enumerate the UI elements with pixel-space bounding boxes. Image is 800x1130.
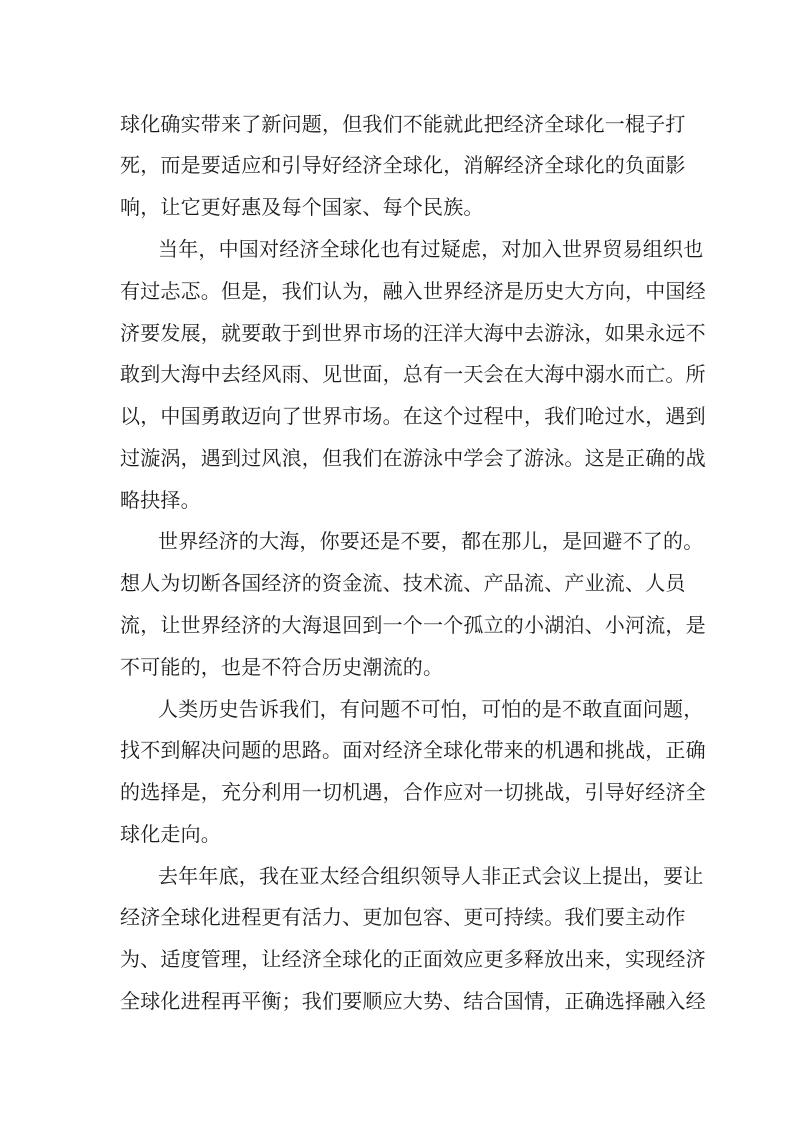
text-line: 球化确实带来了新问题，但我们不能就此把经济全球化一棍子打: [120, 112, 686, 136]
text-line: 略抉择。: [120, 488, 201, 512]
paragraph-first-line: 人类历史告诉我们，有问题不可怕，可怕的是不敢直面问题，: [158, 697, 704, 721]
text-line: 的选择是，充分利用一切机遇，合作应对一切挑战，引导好经济全: [120, 780, 706, 804]
text-line: 济要发展，就要敢于到世界市场的汪洋大海中去游泳，如果永远不: [120, 321, 706, 345]
paragraph-first-line: 当年，中国对经济全球化也有过疑虑，对加入世界贸易组织也: [158, 237, 704, 261]
text-line: 过漩涡，遇到过风浪，但我们在游泳中学会了游泳。这是正确的战: [120, 446, 706, 470]
text-line: 死，而是要适应和引导好经济全球化，消解经济全球化的负面影: [120, 153, 686, 177]
text-line: 有过忐忑。但是，我们认为，融入世界经济是历史大方向，中国经: [120, 279, 706, 303]
text-line: 为、适度管理，让经济全球化的正面效应更多释放出来，实现经济: [120, 947, 706, 971]
text-line: 敢到大海中去经风雨、见世面，总有一天会在大海中溺水而亡。所: [120, 362, 706, 386]
text-line: 想人为切断各国经济的资金流、技术流、产品流、产业流、人员: [120, 571, 686, 595]
text-line: 经济全球化进程更有活力、更加包容、更可持续。我们要主动作: [120, 905, 686, 929]
text-line: 流，让世界经济的大海退回到一个一个孤立的小湖泊、小河流，是: [120, 613, 706, 637]
text-line: 以，中国勇敢迈向了世界市场。在这个过程中，我们呛过水，遇到: [120, 404, 706, 428]
text-line: 球化走向。: [120, 822, 221, 846]
text-line: 响，让它更好惠及每个国家、每个民族。: [120, 195, 484, 219]
text-line: 全球化进程再平衡；我们要顺应大势、结合国情，正确选择融入经: [120, 989, 706, 1013]
text-line: 找不到解决问题的思路。面对经济全球化带来的机遇和挑战，正确: [120, 738, 706, 762]
paragraph-first-line: 去年年底，我在亚太经合组织领导人非正式会议上提出，要让: [158, 864, 704, 888]
text-line: 不可能的，也是不符合历史潮流的。: [120, 655, 444, 679]
paragraph-first-line: 世界经济的大海，你要还是不要，都在那儿，是回避不了的。: [158, 529, 704, 553]
